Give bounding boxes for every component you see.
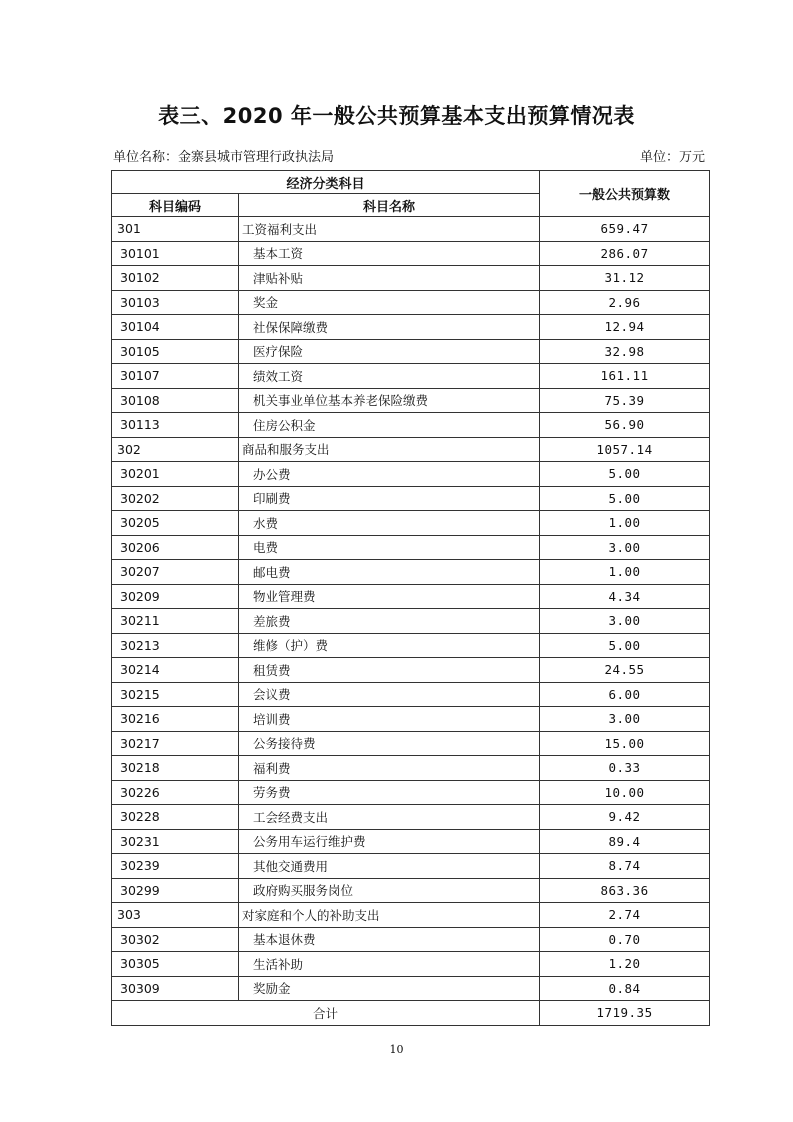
row-amount: 15.00 [540,731,710,756]
row-name: 绩效工资 [239,364,540,389]
table-row [112,878,710,903]
row-code: 30105 [112,339,239,364]
row-amount: 31.12 [540,266,710,291]
row-name: 工资福利支出 [239,217,540,242]
row-code: 30231 [112,829,239,854]
row-code: 30107 [112,364,239,389]
row-name: 基本退休费 [239,927,540,952]
table-row [112,437,710,462]
row-name: 政府购买服务岗位 [239,878,540,903]
table-row [112,535,710,560]
row-code: 30201 [112,462,239,487]
row-amount: 5.00 [540,486,710,511]
row-code: 30104 [112,315,239,340]
table-row [112,976,710,1001]
row-name: 住房公积金 [239,413,540,438]
row-amount: 2.96 [540,290,710,315]
row-code: 30103 [112,290,239,315]
row-name: 津贴补贴 [239,266,540,291]
row-name: 其他交通费用 [239,854,540,879]
page-number: 10 [389,1043,404,1056]
row-amount: 5.00 [540,633,710,658]
table-row [112,486,710,511]
row-name: 公务用车运行维护费 [239,829,540,854]
total-row [112,1001,710,1026]
row-name: 对家庭和个人的补助支出 [239,903,540,928]
table-row [112,290,710,315]
table-row [112,511,710,536]
row-amount: 0.33 [540,756,710,781]
table-row [112,462,710,487]
row-name: 培训费 [239,707,540,732]
table-row [112,682,710,707]
row-name: 物业管理费 [239,584,540,609]
row-amount: 1057.14 [540,437,710,462]
row-name: 奖金 [239,290,540,315]
table-row [112,560,710,585]
row-name: 差旅费 [239,609,540,634]
table-row [112,413,710,438]
row-name: 生活补助 [239,952,540,977]
row-name: 办公费 [239,462,540,487]
row-code: 30228 [112,805,239,830]
row-code: 30213 [112,633,239,658]
row-name: 社保保障缴费 [239,315,540,340]
row-code: 30305 [112,952,239,977]
row-code: 30218 [112,756,239,781]
row-name: 会议费 [239,682,540,707]
row-name: 福利费 [239,756,540,781]
row-amount: 1.20 [540,952,710,977]
table-row [112,854,710,879]
row-code: 30113 [112,413,239,438]
table-header-row [112,171,710,194]
row-amount: 659.47 [540,217,710,242]
table-row [112,805,710,830]
row-amount: 10.00 [540,780,710,805]
row-amount: 3.00 [540,707,710,732]
table-row [112,339,710,364]
table-row [112,364,710,389]
table-row [112,584,710,609]
table-row [112,756,710,781]
row-code: 30214 [112,658,239,683]
table-row [112,952,710,977]
row-code: 30207 [112,560,239,585]
row-code: 30211 [112,609,239,634]
row-code: 30202 [112,486,239,511]
row-amount: 863.36 [540,878,710,903]
table-row [112,241,710,266]
table-row [112,609,710,634]
row-amount: 12.94 [540,315,710,340]
row-name: 工会经费支出 [239,805,540,830]
row-name: 维修（护）费 [239,633,540,658]
row-name: 商品和服务支出 [239,437,540,462]
row-amount: 1.00 [540,511,710,536]
row-amount: 286.07 [540,241,710,266]
row-name: 机关事业单位基本养老保险缴费 [239,388,540,413]
row-code: 30205 [112,511,239,536]
row-amount: 89.4 [540,829,710,854]
table-row [112,707,710,732]
unit-name-label: 单位名称：金寨县城市管理行政执法局 [113,150,335,165]
row-code: 30108 [112,388,239,413]
row-name: 基本工资 [239,241,540,266]
row-name: 电费 [239,535,540,560]
row-amount: 24.55 [540,658,710,683]
row-amount: 3.00 [540,609,710,634]
row-amount: 3.00 [540,535,710,560]
row-name: 水费 [239,511,540,536]
row-code: 30216 [112,707,239,732]
row-code: 30302 [112,927,239,952]
table-row [112,780,710,805]
row-amount: 2.74 [540,903,710,928]
row-name: 印刷费 [239,486,540,511]
header-code: 科目编码 [112,194,239,217]
row-amount: 0.70 [540,927,710,952]
header-name: 科目名称 [239,194,540,217]
row-code: 30209 [112,584,239,609]
row-amount: 75.39 [540,388,710,413]
row-name: 公务接待费 [239,731,540,756]
row-code: 302 [112,437,239,462]
row-code: 30102 [112,266,239,291]
row-name: 奖励金 [239,976,540,1001]
header-amount: 一般公共预算数 [540,171,710,217]
budget-table [111,170,710,1026]
row-amount: 9.42 [540,805,710,830]
row-name: 劳务费 [239,780,540,805]
row-code: 30309 [112,976,239,1001]
row-amount: 4.34 [540,584,710,609]
row-amount: 32.98 [540,339,710,364]
row-code: 30101 [112,241,239,266]
table-row [112,903,710,928]
row-name: 邮电费 [239,560,540,585]
table-row [112,315,710,340]
total-label: 合计 [112,1001,540,1026]
row-code: 30215 [112,682,239,707]
row-amount: 6.00 [540,682,710,707]
table-row [112,388,710,413]
row-amount: 161.11 [540,364,710,389]
row-code: 303 [112,903,239,928]
unit-label: 单位：万元 [640,150,706,165]
table-row [112,658,710,683]
row-name: 租赁费 [239,658,540,683]
row-code: 30239 [112,854,239,879]
page-title: 表三、2020 年一般公共预算基本支出预算情况表 [158,104,635,128]
row-code: 301 [112,217,239,242]
row-code: 30206 [112,535,239,560]
row-amount: 5.00 [540,462,710,487]
row-name: 医疗保险 [239,339,540,364]
table-row [112,633,710,658]
table-body [112,217,710,1001]
table-row [112,266,710,291]
table-row [112,829,710,854]
row-amount: 1.00 [540,560,710,585]
table-row [112,217,710,242]
header-economic-category: 经济分类科目 [112,171,540,194]
table-row [112,731,710,756]
row-code: 30217 [112,731,239,756]
total-amount: 1719.35 [540,1001,710,1026]
row-code: 30299 [112,878,239,903]
table-row [112,927,710,952]
row-amount: 56.90 [540,413,710,438]
row-amount: 0.84 [540,976,710,1001]
row-amount: 8.74 [540,854,710,879]
row-code: 30226 [112,780,239,805]
